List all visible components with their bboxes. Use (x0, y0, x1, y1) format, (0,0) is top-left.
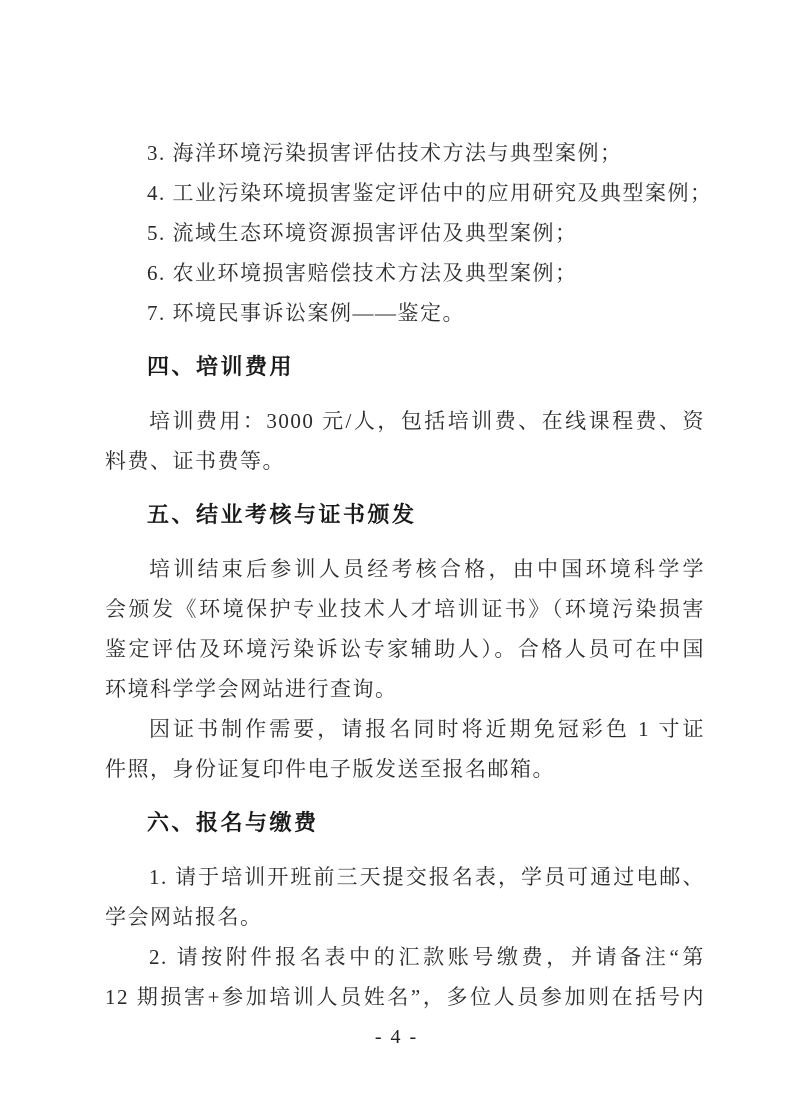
paragraph-line: 2. 请按附件报名表中的汇款账号缴费，并请备注“第 (149, 945, 705, 969)
page-number: - 4 - (374, 1026, 419, 1048)
list-item-4: 4. 工业污染环境损害鉴定评估中的应用研究及典型案例； (147, 181, 713, 205)
paragraph-certificate (105, 549, 705, 709)
list-item-3: 3. 海洋环境污染损害评估技术方法与典型案例； (147, 141, 623, 165)
paragraph-training-fee (105, 401, 705, 481)
paragraph-payment-remark (105, 937, 705, 1017)
list-item-5: 5. 流域生态环境资源损害评估及典型案例； (147, 221, 578, 245)
list-item-7: 7. 环境民事诉讼案例——鉴定。 (147, 301, 465, 325)
paragraph-line: 12 期损害+参加培训人员姓名”，多位人员参加则在括号内 (105, 985, 705, 1009)
section-heading-training-fee: 四、培训费用 (147, 354, 295, 379)
section-heading-assessment-certificate: 五、结业考核与证书颁发 (147, 502, 417, 527)
paragraph-line: 学会网站报名。 (105, 905, 263, 929)
paragraph-line: 培训结束后参训人员经考核合格，由中国环境科学学 (149, 557, 705, 581)
paragraph-line: 鉴定评估及环境污染诉讼专家辅助人）。合格人员可在中国 (105, 637, 705, 661)
paragraph-line: 件照，身份证复印件电子版发送至报名邮箱。 (105, 757, 555, 781)
paragraph-line: 会颁发《环境保护专业技术人才培训证书》（环境污染损害 (105, 597, 705, 621)
paragraph-photo-requirement (105, 709, 705, 789)
paragraph-line: 培训费用：3000 元/人，包括培训费、在线课程费、资 (149, 409, 705, 433)
document-content (105, 133, 713, 1017)
paragraph-line: 因证书制作需要，请报名同时将近期免冠彩色 1 寸证 (149, 717, 705, 741)
list-item-6: 6. 农业环境损害赔偿技术方法及典型案例； (147, 261, 578, 285)
paragraph-line: 料费、证书费等。 (105, 449, 285, 473)
paragraph-line: 环境科学学会网站进行查询。 (105, 677, 398, 701)
paragraph-line: 1. 请于培训开班前三天提交报名表，学员可通过电邮、 (149, 865, 705, 889)
section-heading-registration-payment: 六、报名与缴费 (147, 810, 319, 835)
paragraph-registration (105, 857, 705, 937)
